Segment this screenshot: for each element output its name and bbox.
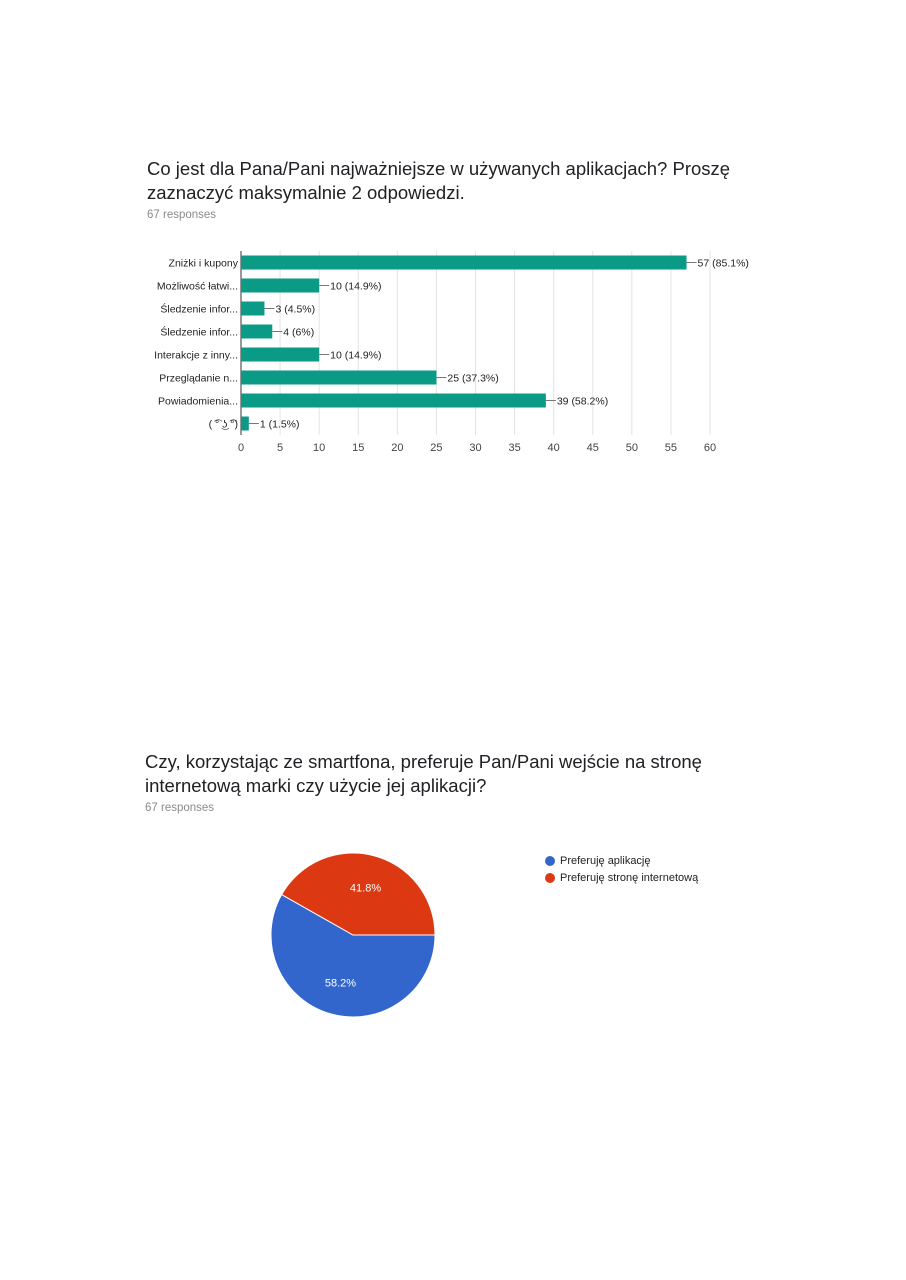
category-label: Śledzenie infor... — [160, 326, 238, 339]
bar — [241, 348, 319, 362]
x-tick-label: 0 — [237, 442, 245, 454]
data-label: 1 (1.5%) — [259, 418, 300, 431]
category-label: Możliwość łatwi... — [156, 280, 238, 293]
data-label: 4 (6%) — [283, 326, 315, 339]
legend-item-app[interactable] — [545, 852, 698, 869]
data-label: 39 (58.2%) — [556, 395, 609, 408]
pie-legend — [545, 852, 698, 886]
question-1-title: Co jest dla Pana/Pani najważniejsze w używanych aplikacjach? Proszę zaznaczyć maksymalnie 2 odpowiedzi. — [147, 158, 731, 203]
x-tick-label: 50 — [625, 442, 638, 454]
legend-label-website: Preferuję stronę internetową — [560, 871, 699, 884]
bar — [241, 302, 264, 316]
question-2-responses: 67 responses — [145, 802, 215, 814]
category-label: ( ͡° ͜ʖ ͡°) — [208, 418, 238, 431]
bar — [241, 371, 436, 385]
pie-slice-label: 41.8% — [349, 882, 382, 895]
bar-chart — [0, 240, 906, 470]
x-tick-label: 30 — [469, 442, 482, 454]
x-tick-label: 55 — [664, 442, 678, 454]
legend-swatch-app — [545, 856, 555, 866]
category-label: Przeglądanie n... — [159, 372, 238, 385]
bar — [241, 279, 319, 293]
x-tick-label: 5 — [277, 442, 284, 454]
bar — [241, 256, 687, 270]
data-label: 57 (85.1%) — [697, 257, 749, 270]
x-tick-label: 35 — [508, 442, 521, 454]
legend-label-app: Preferuję aplikację — [560, 854, 651, 867]
x-tick-label: 25 — [430, 442, 443, 454]
data-label: 10 (14.9%) — [330, 280, 382, 293]
bar — [241, 325, 272, 339]
x-tick-label: 40 — [547, 442, 560, 454]
category-label: Powiadomienia... — [158, 395, 238, 408]
question-2-title: Czy, korzystając ze smartfona, preferuje Pan/Pani wejście na stronę internetową marki czy użycie jej aplikacji? — [145, 751, 702, 796]
question-1-responses: 67 responses — [147, 209, 217, 221]
legend-swatch-website — [545, 873, 555, 883]
data-label: 10 (14.9%) — [330, 349, 382, 362]
pie-slice-label: 58.2% — [324, 977, 357, 990]
x-tick-label: 45 — [586, 442, 599, 454]
data-label: 25 (37.3%) — [447, 372, 499, 385]
bar — [241, 417, 249, 431]
data-label: 3 (4.5%) — [275, 303, 316, 316]
category-label: Śledzenie infor... — [160, 303, 238, 316]
x-tick-label: 20 — [391, 442, 404, 454]
x-tick-label: 15 — [352, 442, 365, 454]
bar — [241, 394, 546, 408]
x-tick-label: 10 — [313, 442, 326, 454]
x-tick-label: 60 — [703, 442, 717, 454]
pie-chart — [0, 840, 500, 1030]
legend-item-website[interactable] — [545, 869, 698, 886]
category-label: Zniżki i kupony — [168, 257, 238, 270]
category-label: Interakcje z inny... — [154, 349, 238, 362]
